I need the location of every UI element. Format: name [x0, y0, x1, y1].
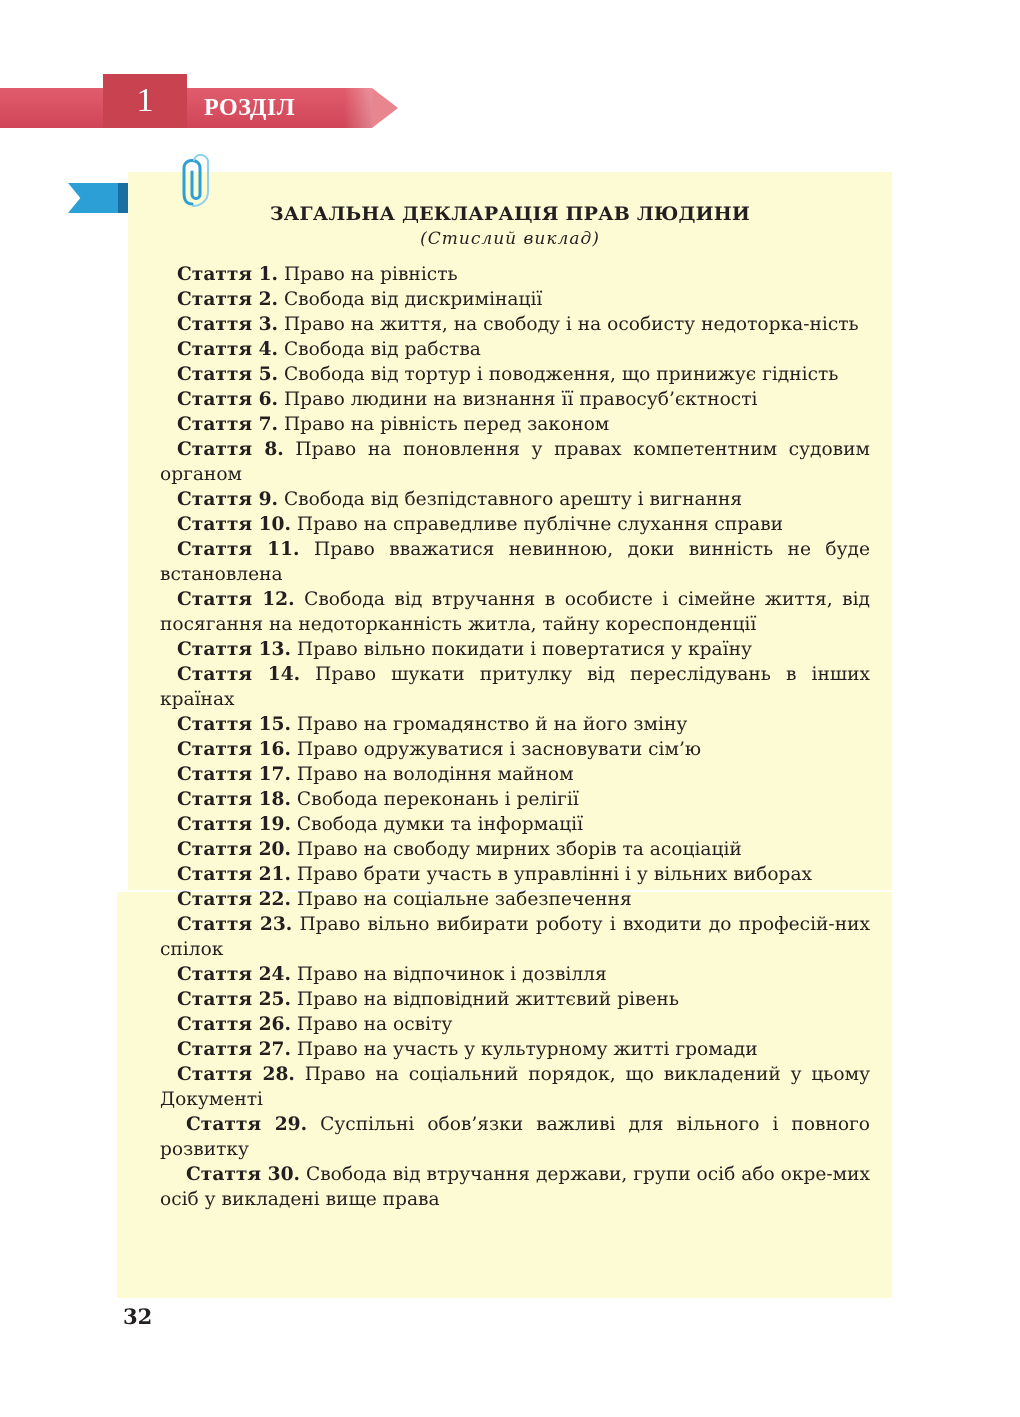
article-text: Свобода від дискримінації: [283, 289, 543, 310]
article-text: Свобода від тортур і поводження, що принижує гідність: [283, 364, 839, 385]
article-text: Свобода переконань і релігії: [296, 789, 579, 810]
article-text: Право на рівність: [283, 264, 458, 285]
chapter-banner-fold: [344, 88, 374, 128]
article-number: Стаття 4.: [177, 339, 279, 360]
chapter-label: РОЗДІЛ: [204, 95, 296, 121]
document-subtitle: (Стислий виклад): [420, 229, 600, 249]
article-number: Стаття 12.: [177, 589, 295, 610]
article-number: Стаття 7.: [177, 414, 279, 435]
article-item: [160, 412, 870, 437]
article-item: [160, 262, 870, 287]
article-text: Право на поновлення у правах компетентним судовим органом: [160, 439, 870, 485]
article-item: [160, 887, 870, 912]
paperclip-icon: [178, 150, 218, 210]
article-text: Право на володіння майном: [296, 764, 574, 785]
article-text: Право на відпочинок і дозвілля: [296, 964, 607, 985]
article-item: [160, 1112, 870, 1162]
article-item: [160, 437, 870, 487]
article-text: Право людини на визнання її правосуб’єктності: [283, 389, 758, 410]
article-item: [160, 337, 870, 362]
article-text: Право на життя, на свободу і на особисту недоторка-ність: [283, 314, 859, 335]
article-item: [160, 1037, 870, 1062]
article-number: Стаття 17.: [177, 764, 291, 785]
article-text: Право на рівність перед законом: [283, 414, 610, 435]
document-title: ЗАГАЛЬНА ДЕКЛАРАЦІЯ ПРАВ ЛЮДИНИ: [269, 203, 751, 225]
article-number: Стаття 24.: [177, 964, 291, 985]
article-text: Свобода від безпідставного арешту і вигнання: [283, 489, 743, 510]
article-text: Право одружуватися і засновувати сім’ю: [296, 739, 702, 760]
article-number: Стаття 29.: [186, 1114, 308, 1135]
article-number: Стаття 22.: [177, 889, 291, 910]
article-item: [160, 1012, 870, 1037]
article-text: Свобода від рабства: [283, 339, 481, 360]
article-text: Право вважатися невинною, доки винність не буде встановлена: [160, 539, 870, 585]
article-item: [160, 912, 870, 962]
article-number: Стаття 21.: [177, 864, 291, 885]
article-number: Стаття 20.: [177, 839, 291, 860]
article-number: Стаття 2.: [177, 289, 279, 310]
article-item: [160, 537, 870, 587]
article-number: Стаття 15.: [177, 714, 291, 735]
articles-list: [160, 262, 870, 1212]
article-text: Свобода від втручання в особисте і сімейне життя, від посягання на недоторканність житла, тайну кореспонденції: [160, 589, 871, 635]
article-text: Право на свободу мирних зборів та асоціацій: [296, 839, 742, 860]
article-text: Право на відповідний життєвий рівень: [296, 989, 679, 1010]
article-number: Стаття 28.: [177, 1064, 295, 1085]
article-item: [160, 862, 870, 887]
article-text: Право на участь у культурному житті громади: [296, 1039, 758, 1060]
article-text: Право на громадянство й на його зміну: [296, 714, 688, 735]
article-number: Стаття 19.: [177, 814, 291, 835]
article-item: [160, 762, 870, 787]
article-number: Стаття 27.: [177, 1039, 291, 1060]
article-text: Суспільні обов’язки важливі для вільного і повного розвитку: [160, 1114, 870, 1160]
article-item: [160, 512, 870, 537]
article-number: Стаття 25.: [177, 989, 291, 1010]
article-item: [160, 737, 870, 762]
article-text: Право на освіту: [296, 1014, 453, 1035]
article-number: Стаття 3.: [177, 314, 279, 335]
article-text: Право вільно вибирати роботу і входити до професій-них спілок: [160, 914, 870, 960]
article-item: [160, 587, 870, 637]
article-item: [160, 962, 870, 987]
article-item: [160, 312, 870, 337]
chapter-number: 1: [103, 74, 187, 128]
article-number: Стаття 10.: [177, 514, 291, 535]
article-number: Стаття 18.: [177, 789, 291, 810]
article-item: [160, 362, 870, 387]
article-item: [160, 987, 870, 1012]
article-number: Стаття 26.: [177, 1014, 291, 1035]
article-text: Свобода думки та інформації: [296, 814, 584, 835]
article-text: Право брати участь в управлінні і у вільних виборах: [296, 864, 813, 885]
article-number: Стаття 14.: [177, 664, 301, 685]
article-number: Стаття 11.: [177, 539, 300, 560]
article-number: Стаття 5.: [177, 364, 279, 385]
article-item: [160, 662, 870, 712]
article-item: [160, 637, 870, 662]
article-number: Стаття 16.: [177, 739, 291, 760]
article-item: [160, 487, 870, 512]
article-item: [160, 787, 870, 812]
article-number: Стаття 13.: [177, 639, 291, 660]
article-item: [160, 837, 870, 862]
article-text: Право вільно покидати і повертатися у країну: [296, 639, 752, 660]
article-item: [160, 287, 870, 312]
article-text: Право на соціальне забезпечення: [296, 889, 632, 910]
article-text: Право на справедливе публічне слухання справи: [296, 514, 784, 535]
article-number: Стаття 30.: [186, 1164, 301, 1185]
article-text: Свобода від втручання держави, групи осіб або окре-мих осіб у викладені вище права: [160, 1164, 871, 1210]
article-number: Стаття 8.: [177, 439, 284, 460]
article-item: [160, 387, 870, 412]
article-text: Право шукати притулку від переслідувань в інших країнах: [160, 664, 871, 710]
article-text: Право на соціальний порядок, що викладений у цьому Документі: [160, 1064, 871, 1110]
article-item: [160, 1162, 870, 1212]
article-item: [160, 812, 870, 837]
chapter-banner-arrow: [372, 88, 398, 128]
article-item: [160, 712, 870, 737]
flag-marker-icon: [68, 183, 124, 213]
article-number: Стаття 1.: [177, 264, 279, 285]
article-number: Стаття 6.: [177, 389, 279, 410]
article-item: [160, 1062, 870, 1112]
page-number: 32: [123, 1304, 153, 1329]
article-number: Стаття 23.: [177, 914, 293, 935]
flag-marker-shadow: [118, 183, 128, 213]
article-number: Стаття 9.: [177, 489, 279, 510]
